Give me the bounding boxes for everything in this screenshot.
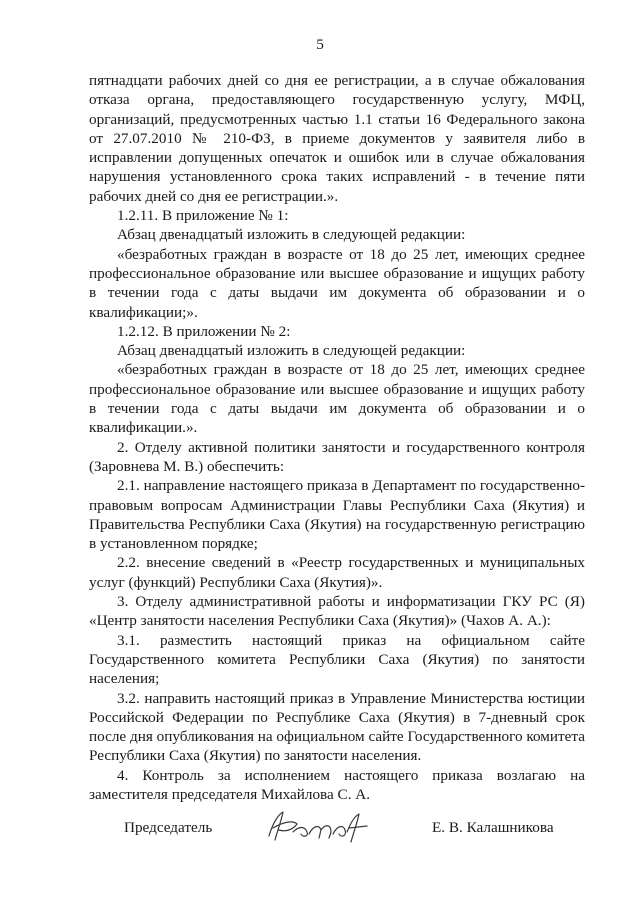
paragraph: 1.2.12. В приложении № 2: (117, 322, 291, 340)
paragraph: 4. Контроль за исполнением настоящего приказа возлагаю на заместителя председателя Михайлова С. А. (89, 766, 585, 803)
signatory-title: Председатель (124, 819, 213, 836)
paragraph: Абзац двенадцатый изложить в следующей редакции: (117, 342, 466, 360)
paragraph: 3.2. направить настоящий приказ в Управление Министерства юстиции Российской Федерации по Республике Саха (Якутия) в 7-дневный срок после дня опубликования на официальном сайте Государственного комитета Республики Саха (Якутия) по занятости населения. (89, 689, 585, 765)
paragraph: «безработных граждан в возрасте от 18 до 25 лет, имеющих среднее профессиональное образование или высшее образование и ищущих работу в течении года с даты выдачи им документа об образовании и о квалификации.». (89, 361, 585, 437)
paragraph: 2. Отделу активной политики занятости и государственного контроля (Заровнева М. В.) обеспечить: (89, 438, 585, 475)
paragraph: пятнадцати рабочих дней со дня ее регистрации, а в случае обжалования отказа органа, предоставляющего государственную услугу, МФЦ, организаций, предусмотренных частью 1.1 статьи 16 Федерального закона от 27.07.2010 № 210-ФЗ, в приеме документов у заявителя либо в исправлении допущенных опечаток и ошибок или в случае обжалования нарушения установленного срока таких исправлений - в течение пяти рабочих дней со дня ее регистрации.». (89, 72, 585, 205)
paragraph: «безработных граждан в возрасте от 18 до 25 лет, имеющих среднее профессиональное образование или высшее образование и ищущих работу в течении года с даты выдачи им документа об образовании и о квалификации;». (89, 245, 585, 321)
paragraph: 2.2. внесение сведений в «Реестр государственных и муниципальных услуг (функций) Республики Саха (Якутия)». (89, 554, 585, 591)
paragraph: Абзац двенадцатый изложить в следующей редакции: (117, 226, 466, 244)
paragraph: 3. Отделу административной работы и информатизации ГКУ РС (Я) «Центр занятости населения Республики Саха (Якутия)» (Чахов А. А.): (89, 593, 585, 630)
paragraph: 3.1. разместить настоящий приказ на официальном сайте Государственного комитета Республики Саха (Якутия) по занятости населения; (89, 631, 585, 688)
document-body (89, 71, 585, 804)
signatory-name: Е. В. Калашникова (432, 819, 554, 836)
paragraph: 2.1. направление настоящего приказа в Департамент по государственно-правовым вопросам Администрации Главы Республики Саха (Якутия) и Правительства Республики Саха (Якутия) на государственную регистрацию в установленном порядке; (89, 477, 585, 553)
signature-block (0, 818, 640, 848)
page-number: 5 (316, 36, 324, 53)
handwritten-signature (263, 808, 373, 846)
paragraph: 1.2.11. В приложение № 1: (117, 207, 289, 225)
